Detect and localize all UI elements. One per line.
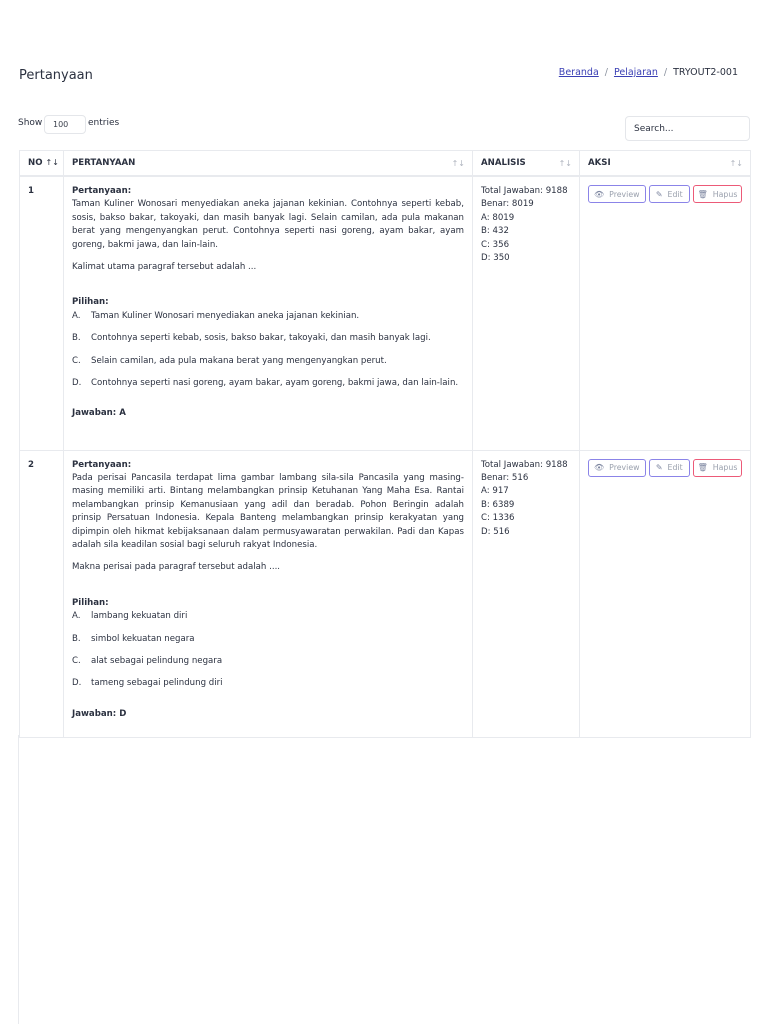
entries-label: entries (88, 118, 120, 128)
edit-button-label: Edit (667, 189, 683, 199)
analysis-cell (473, 176, 580, 450)
question-text: Pada perisai Pancasila terdapat lima gambar lambang sila-sila Pancasila yang masing-masing memiliki arti. Bintang melambangkan prinsip Ketuhanan Yang Maha Esa. Rantai melambangkan prinsip Kemanusiaan yang adil dan beradab. Pohon Beringin adalah prinsip Persatuan Indonesia. Kepala Banteng melambangkan prinsip kerakyatan yang dipimpin oleh hikmat kebijaksanaan dalam permusyawaratan perwakilan. Padi dan Kapas adalah sila keadilan sosial bagi seluruh rakyat Indonesia. (72, 472, 464, 550)
pencil-icon: ✎ (655, 463, 663, 472)
choice-item (72, 355, 464, 368)
preview-button[interactable] (588, 185, 646, 203)
sort-icon: ↑↓ (729, 159, 743, 168)
delete-button-label: Hapus (712, 463, 738, 472)
choice-item (72, 633, 464, 646)
edit-button[interactable] (649, 459, 690, 477)
edit-button-label: Edit (667, 463, 683, 472)
choice-letter: D. (72, 678, 82, 689)
question-cell (64, 176, 473, 450)
choice-letter: B. (72, 333, 81, 344)
row-number: 2 (20, 450, 64, 737)
trash-icon: 🗑 (697, 463, 708, 472)
analysis-cell (473, 450, 580, 737)
preview-button-label: Preview (609, 189, 640, 199)
table-header-row (20, 151, 751, 177)
eye-icon: 👁 (594, 463, 605, 472)
choice-item (72, 655, 464, 668)
analysis-total: Total Jawaban: 9188 (481, 186, 568, 196)
content-frame-border (18, 735, 19, 1024)
choice-letter: A. (72, 310, 81, 321)
answer-text: Jawaban: A (72, 408, 126, 419)
row-actions (588, 459, 742, 477)
breadcrumb-current: TRYOUT2-001 (673, 67, 738, 78)
choice-text: Contohnya seperti nasi goreng, ayam bakar, ayam goreng, bakmi jawa, dan lain-lain. (91, 378, 459, 389)
column-header-aksi[interactable] (580, 151, 751, 177)
sort-asc-icon: ↑↓ (45, 158, 59, 167)
column-header-no[interactable] (20, 151, 64, 177)
question-text: Taman Kuliner Wonosari menyediakan aneka jajanan kekinian. Contohnya seperti kebab, sosis, bakso bakar, takoyaki, dan masih banyak lagi. Selain camilan, ada pula makanan berat yang mengenyangkan perut. Contohnya seperti nasi goreng, ayam bakar, ayam goreng, bakmi jawa, dan lain-lain. (72, 199, 464, 250)
choices-label: Pilihan: (72, 297, 109, 308)
choice-text: lambang kekuatan diri (91, 611, 188, 622)
breadcrumb-link-pelajaran[interactable]: Pelajaran (613, 67, 658, 78)
choice-text: Taman Kuliner Wonosari menyediakan aneka jajanan kekinian. (91, 310, 360, 321)
questions-table (19, 150, 751, 738)
sort-icon: ↑↓ (558, 159, 572, 168)
column-header-pertanyaan[interactable] (64, 151, 473, 177)
preview-button-label: Preview (609, 463, 640, 472)
analysis-c: C: 356 (481, 239, 510, 250)
trash-icon: 🗑 (697, 189, 708, 199)
choice-letter: A. (72, 611, 81, 622)
choice-item (72, 377, 464, 390)
pencil-icon: ✎ (655, 189, 663, 199)
choice-text: simbol kekuatan negara (91, 633, 195, 644)
row-actions (588, 185, 742, 203)
analysis-d: D: 350 (481, 253, 510, 264)
page-title: Pertanyaan (19, 68, 93, 83)
question-cell (64, 450, 473, 737)
choice-text: Selain camilan, ada pula makana berat yang mengenyangkan perut. (91, 355, 387, 366)
choice-item (72, 610, 464, 623)
search-input[interactable] (625, 116, 750, 141)
breadcrumb (559, 67, 738, 78)
analysis-a: A: 8019 (481, 212, 515, 223)
choice-text: Contohnya seperti kebab, sosis, bakso bakar, takoyaki, dan masih banyak lagi. (91, 333, 431, 344)
preview-button[interactable] (588, 459, 646, 477)
choice-letter: B. (72, 633, 81, 644)
analysis-correct: Benar: 516 (481, 472, 529, 483)
question-label: Pertanyaan: (72, 186, 132, 196)
choice-item (72, 310, 464, 323)
actions-cell (580, 450, 751, 737)
choice-item (72, 677, 464, 690)
column-header-label: AKSI (588, 158, 611, 168)
column-header-label: NO (28, 158, 43, 168)
choice-letter: C. (72, 655, 81, 666)
analysis-total: Total Jawaban: 9188 (481, 459, 568, 470)
question-label: Pertanyaan: (72, 459, 132, 470)
analysis-b: B: 432 (481, 226, 509, 237)
delete-button[interactable] (693, 185, 742, 203)
delete-button[interactable] (693, 459, 742, 477)
question-prompt: Kalimat utama paragraf tersebut adalah ... (72, 262, 257, 273)
choice-text: tameng sebagai pelindung diri (91, 678, 223, 689)
edit-button[interactable] (649, 185, 690, 203)
analysis-a: A: 917 (481, 486, 509, 497)
row-number: 1 (20, 176, 64, 450)
actions-cell (580, 176, 751, 450)
analysis-b: B: 6389 (481, 499, 515, 510)
choice-letter: C. (72, 355, 81, 366)
column-header-label: PERTANYAAN (72, 158, 136, 168)
question-prompt: Makna perisai pada paragraf tersebut adalah .... (72, 562, 281, 573)
column-header-analisis[interactable] (473, 151, 580, 177)
table-row (20, 176, 751, 450)
analysis-d: D: 516 (481, 526, 510, 537)
eye-icon: 👁 (594, 189, 605, 199)
choice-text: alat sebagai pelindung negara (91, 655, 223, 666)
breadcrumb-separator: / (663, 67, 668, 78)
table-row (20, 450, 751, 737)
show-label: Show (18, 118, 43, 128)
choices-label: Pilihan: (72, 597, 109, 608)
choice-item (72, 332, 464, 345)
answer-text: Jawaban: D (72, 708, 127, 719)
entries-select[interactable]: 100 (44, 115, 86, 134)
delete-button-label: Hapus (712, 189, 738, 199)
breadcrumb-link-beranda[interactable]: Beranda (558, 67, 599, 78)
choice-letter: D. (72, 378, 82, 389)
analysis-correct: Benar: 8019 (481, 199, 534, 210)
sort-icon: ↑↓ (451, 159, 465, 168)
analysis-c: C: 1336 (481, 513, 515, 524)
column-header-label: ANALISIS (481, 158, 526, 168)
breadcrumb-separator: / (604, 67, 608, 78)
